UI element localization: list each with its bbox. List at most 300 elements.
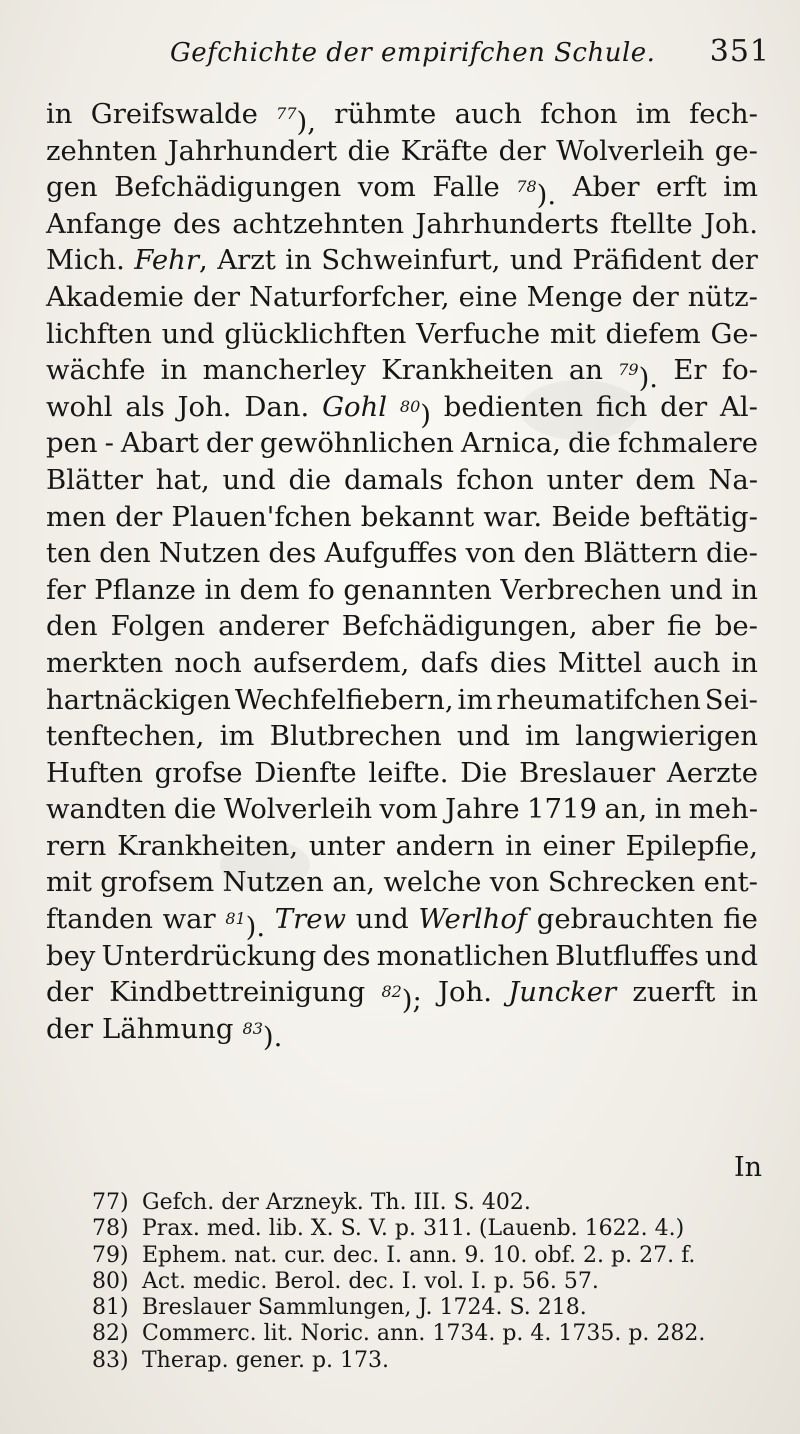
word bbox=[527, 791, 597, 828]
text-line bbox=[46, 572, 758, 609]
word bbox=[46, 242, 125, 279]
word bbox=[606, 316, 701, 353]
word bbox=[708, 462, 758, 499]
word bbox=[722, 352, 758, 389]
word bbox=[46, 462, 143, 499]
word bbox=[558, 645, 642, 682]
text-run: welche bbox=[383, 866, 482, 899]
word bbox=[555, 938, 699, 975]
word bbox=[640, 499, 758, 536]
word bbox=[322, 389, 387, 426]
footnote-ref: 79 bbox=[618, 360, 639, 380]
text-run: ge- bbox=[714, 134, 758, 167]
text-run: des bbox=[322, 939, 371, 972]
word bbox=[321, 242, 500, 279]
word bbox=[537, 901, 714, 938]
text-run: ten bbox=[46, 537, 92, 570]
word bbox=[242, 1011, 283, 1053]
text-line bbox=[46, 499, 758, 536]
word bbox=[218, 608, 329, 645]
text-run: leifte. bbox=[368, 756, 449, 789]
text-run: in bbox=[731, 573, 758, 606]
text-run: erft bbox=[655, 171, 707, 204]
text-run: bey bbox=[46, 939, 96, 972]
text-run: dies bbox=[489, 646, 547, 679]
text-run: , bbox=[199, 244, 208, 277]
footnote-text: Gefch. der Arzneyk. Th. III. S. 402. bbox=[142, 1190, 531, 1215]
text-run: ). bbox=[638, 362, 659, 395]
text-run: be- bbox=[714, 610, 758, 643]
word bbox=[174, 791, 217, 828]
text-run: beftätig- bbox=[639, 500, 758, 533]
text-run: Unterdrückung bbox=[101, 939, 317, 972]
footnote-number: 80) bbox=[92, 1268, 129, 1294]
word bbox=[358, 169, 416, 206]
word bbox=[249, 279, 450, 316]
text-run: war bbox=[162, 903, 216, 936]
word bbox=[568, 425, 611, 462]
text-line bbox=[46, 901, 758, 944]
footnote bbox=[92, 1348, 772, 1374]
footnote bbox=[92, 1269, 772, 1295]
text-line bbox=[46, 169, 758, 212]
word bbox=[105, 425, 114, 462]
text-line bbox=[46, 535, 758, 572]
text-run: in bbox=[731, 976, 758, 1009]
running-title: Gefchichte der empirifchen Schule. bbox=[170, 38, 656, 68]
text-run: Joh. bbox=[703, 207, 758, 240]
word bbox=[125, 389, 164, 426]
text-run: ). bbox=[262, 1020, 283, 1053]
text-run: Arnica, bbox=[461, 427, 562, 460]
word bbox=[632, 974, 715, 1011]
text-run: Blutbrechen bbox=[269, 720, 442, 753]
word bbox=[155, 755, 243, 792]
text-run: Befchädigungen bbox=[114, 171, 342, 204]
footnote-ref: 80 bbox=[399, 396, 421, 416]
text-run: rühmte bbox=[334, 98, 437, 130]
footnote-text: Breslauer Sammlungen, J. 1724. S. 218. bbox=[142, 1295, 587, 1321]
text-run: Er bbox=[673, 354, 707, 387]
text-run: Mich. bbox=[46, 244, 125, 277]
word bbox=[380, 791, 438, 828]
text-run: andern bbox=[395, 829, 495, 862]
word bbox=[635, 462, 695, 499]
word bbox=[458, 682, 493, 719]
word bbox=[483, 499, 542, 536]
word bbox=[217, 242, 276, 279]
text-run: Kräfte bbox=[400, 134, 489, 167]
text-run: fchon bbox=[540, 98, 618, 130]
word bbox=[46, 133, 157, 170]
word bbox=[461, 425, 561, 462]
text-run: bedienten bbox=[443, 390, 584, 423]
text-run: Nutzen bbox=[158, 537, 261, 570]
word bbox=[455, 96, 522, 133]
text-run: die bbox=[568, 427, 611, 460]
text-run: gen bbox=[46, 171, 98, 204]
text-run: die bbox=[288, 463, 332, 496]
text-run: Plauen'fchen bbox=[171, 500, 352, 533]
word bbox=[46, 279, 184, 316]
footnote-ref: 82 bbox=[381, 982, 402, 1002]
word bbox=[711, 242, 758, 279]
text-line bbox=[46, 682, 758, 719]
word bbox=[361, 499, 474, 536]
word bbox=[224, 316, 406, 353]
word bbox=[715, 608, 758, 645]
word bbox=[519, 755, 655, 792]
text-run: aber bbox=[590, 610, 655, 643]
word bbox=[134, 242, 207, 279]
text-run: einer bbox=[542, 829, 615, 862]
word bbox=[46, 755, 143, 792]
text-run: Wolverleih bbox=[556, 134, 705, 167]
text-run: auch bbox=[653, 646, 721, 679]
text-run: fo bbox=[308, 573, 335, 606]
word bbox=[193, 279, 240, 316]
word bbox=[254, 755, 356, 792]
text-run: Beide bbox=[551, 500, 631, 533]
word bbox=[46, 572, 86, 609]
text-run: eine bbox=[458, 280, 518, 313]
word bbox=[508, 974, 616, 1011]
text-run: Wolverleih bbox=[223, 793, 373, 826]
word bbox=[46, 425, 98, 462]
word bbox=[46, 316, 152, 353]
word bbox=[705, 938, 758, 975]
footnote-number: 79) bbox=[92, 1242, 129, 1268]
word bbox=[46, 645, 163, 682]
footnote bbox=[92, 1216, 772, 1242]
text-run: vom bbox=[379, 793, 438, 826]
word bbox=[540, 96, 618, 133]
text-run: fie bbox=[667, 610, 702, 643]
word bbox=[334, 96, 436, 133]
word bbox=[240, 572, 300, 609]
word bbox=[162, 316, 215, 353]
italic-name: Fehr bbox=[134, 244, 200, 277]
word bbox=[459, 279, 518, 316]
word bbox=[723, 901, 758, 938]
text-run: vom bbox=[357, 171, 416, 204]
text-run: anderer bbox=[218, 610, 329, 643]
footnote-number: 78) bbox=[92, 1216, 129, 1242]
text-run: war. bbox=[483, 500, 543, 533]
word bbox=[723, 169, 758, 206]
text-run: den bbox=[99, 537, 151, 570]
footnote-ref: 78 bbox=[516, 177, 537, 197]
word bbox=[109, 974, 365, 1011]
text-line bbox=[46, 755, 758, 792]
word bbox=[275, 901, 346, 938]
text-run: an bbox=[568, 354, 603, 387]
text-line bbox=[46, 206, 758, 243]
word bbox=[46, 206, 162, 243]
word bbox=[204, 572, 231, 609]
text-run: gewöhnlichen bbox=[259, 427, 455, 460]
text-run: mit bbox=[46, 866, 92, 899]
text-run: Blätter bbox=[46, 463, 143, 496]
word bbox=[499, 133, 546, 170]
text-run: Kindbettreinigung bbox=[109, 976, 366, 1009]
word bbox=[550, 316, 596, 353]
text-run: Menge bbox=[526, 280, 623, 313]
word bbox=[456, 462, 534, 499]
text-run: nütz- bbox=[687, 280, 758, 313]
word bbox=[660, 389, 707, 426]
footnote-text: Act. medic. Berol. dec. I. vol. I. p. 56. 57. bbox=[142, 1268, 599, 1294]
text-run: der bbox=[205, 427, 253, 460]
text-run: in bbox=[285, 244, 312, 277]
word bbox=[46, 718, 204, 755]
word bbox=[46, 864, 92, 901]
text-run: Sei- bbox=[704, 683, 758, 716]
word bbox=[420, 645, 478, 682]
word bbox=[117, 828, 298, 865]
text-run: dem bbox=[635, 463, 696, 496]
text-run: - bbox=[104, 427, 114, 460]
word bbox=[244, 389, 309, 426]
text-run: Befchädigungen, bbox=[341, 610, 578, 643]
word bbox=[444, 389, 583, 426]
text-line bbox=[46, 718, 758, 755]
word bbox=[163, 901, 216, 938]
word bbox=[111, 608, 206, 645]
word bbox=[527, 279, 623, 316]
footnote-ref: 83 bbox=[242, 1018, 263, 1038]
footnote-number: 82) bbox=[92, 1321, 129, 1347]
word bbox=[225, 901, 266, 944]
footnote bbox=[92, 1243, 772, 1269]
word bbox=[260, 425, 454, 462]
word bbox=[285, 242, 312, 279]
word bbox=[460, 755, 507, 792]
word bbox=[46, 389, 113, 426]
text-run: Huften bbox=[46, 756, 143, 789]
word bbox=[171, 499, 351, 536]
word bbox=[324, 535, 457, 572]
word bbox=[308, 572, 335, 609]
text-run: Na- bbox=[708, 463, 758, 496]
text-run: Blutfluffes bbox=[555, 939, 699, 972]
word bbox=[542, 828, 614, 865]
word bbox=[656, 169, 707, 206]
word bbox=[356, 901, 409, 938]
text-run: fie bbox=[723, 903, 758, 936]
footnote-number: 77) bbox=[92, 1190, 129, 1215]
page-number: 351 bbox=[709, 34, 770, 69]
footnote-number: 81) bbox=[92, 1295, 129, 1321]
text-run: und bbox=[509, 244, 563, 277]
word bbox=[618, 352, 659, 395]
word bbox=[715, 133, 758, 170]
text-run: an, bbox=[604, 793, 648, 826]
footnotes bbox=[92, 1190, 772, 1374]
word bbox=[399, 389, 431, 431]
text-run: Verfuche bbox=[416, 317, 541, 350]
text-run: im bbox=[219, 720, 255, 753]
text-run: mit bbox=[549, 317, 596, 350]
word bbox=[655, 791, 682, 828]
text-run: als bbox=[125, 390, 165, 423]
text-run: in bbox=[46, 98, 73, 130]
word bbox=[418, 901, 527, 938]
word bbox=[46, 682, 231, 719]
word bbox=[342, 608, 578, 645]
footnote bbox=[92, 1295, 772, 1321]
text-run: achtzehnten bbox=[232, 207, 405, 240]
text-run: fech- bbox=[689, 98, 758, 130]
word bbox=[710, 316, 758, 353]
text-run: und bbox=[222, 463, 276, 496]
text-run: der bbox=[115, 500, 163, 533]
word bbox=[270, 718, 442, 755]
text-run: Al- bbox=[719, 390, 758, 423]
text-run: ftanden bbox=[46, 903, 153, 936]
text-run: Ge- bbox=[710, 317, 758, 350]
word bbox=[115, 499, 162, 536]
text-line bbox=[46, 791, 758, 828]
text-run: der bbox=[46, 976, 94, 1009]
word bbox=[46, 96, 73, 133]
word bbox=[704, 864, 758, 901]
word bbox=[332, 864, 375, 901]
text-run: gebrauchten bbox=[536, 903, 714, 936]
text-run: lichften bbox=[46, 317, 152, 350]
page-header bbox=[130, 30, 770, 78]
text-run: langwierigen bbox=[575, 720, 758, 753]
word bbox=[625, 828, 758, 865]
text-run: Abart bbox=[120, 427, 199, 460]
word bbox=[610, 206, 692, 243]
word bbox=[731, 572, 758, 609]
word bbox=[547, 462, 623, 499]
text-run: damals bbox=[343, 463, 444, 496]
word bbox=[569, 352, 603, 389]
word bbox=[161, 352, 188, 389]
text-line bbox=[46, 828, 758, 865]
text-run: ). bbox=[536, 179, 557, 212]
footnote-text: Ephem. nat. cur. dec. I. ann. 9. 10. obf. 2. p. 27. f. bbox=[142, 1242, 696, 1268]
text-run: im bbox=[635, 98, 671, 130]
text-run: in bbox=[654, 793, 682, 826]
text-run: hartnäckigen bbox=[46, 683, 231, 716]
word bbox=[203, 352, 366, 389]
word bbox=[466, 535, 516, 572]
text-run: Aerzte bbox=[666, 756, 758, 789]
text-run: Jahrhunderts bbox=[415, 207, 599, 240]
text-line bbox=[46, 645, 758, 682]
text-run: fer bbox=[46, 573, 86, 606]
text-run: 1719 bbox=[527, 793, 598, 826]
text-line bbox=[46, 96, 758, 138]
text-run: fchmalere bbox=[617, 427, 758, 460]
word bbox=[496, 682, 700, 719]
text-run: im bbox=[457, 683, 493, 716]
word bbox=[114, 169, 341, 206]
text-line bbox=[46, 133, 758, 170]
word bbox=[572, 242, 701, 279]
word bbox=[220, 718, 255, 755]
footnote-ref: 77 bbox=[276, 104, 297, 123]
word bbox=[556, 133, 704, 170]
text-run: tenftechen, bbox=[46, 720, 205, 753]
text-run: und bbox=[355, 903, 409, 936]
word bbox=[377, 938, 549, 975]
text-run: wandten bbox=[46, 793, 167, 826]
text-run: Naturforfcher, bbox=[248, 280, 450, 313]
text-run: fo- bbox=[721, 354, 758, 387]
text-run: zehnten bbox=[46, 134, 158, 167]
word bbox=[383, 864, 481, 901]
word bbox=[673, 352, 706, 389]
text-run: ), bbox=[296, 106, 317, 138]
text-run: Breslauer bbox=[519, 756, 656, 789]
text-run: auch bbox=[454, 98, 522, 130]
word bbox=[46, 791, 166, 828]
word bbox=[276, 96, 317, 138]
text-run: Präfident bbox=[572, 244, 702, 277]
text-run: Krankheiten, bbox=[117, 829, 299, 862]
text-run: rern bbox=[46, 829, 107, 862]
footnote bbox=[92, 1321, 772, 1347]
footnote-text: Prax. med. lib. X. S. V. p. 311. (Lauenb. 1622. 4.) bbox=[142, 1216, 685, 1242]
word bbox=[705, 682, 758, 719]
footnote-text: Therap. gener. p. 173. bbox=[142, 1347, 389, 1373]
text-line bbox=[46, 462, 758, 499]
word bbox=[632, 279, 679, 316]
word bbox=[46, 535, 91, 572]
word bbox=[401, 133, 489, 170]
text-run: merkten bbox=[46, 646, 164, 679]
word bbox=[505, 828, 532, 865]
text-run: diefem bbox=[605, 317, 701, 350]
word bbox=[46, 499, 106, 536]
text-run: dem bbox=[239, 573, 300, 606]
word bbox=[288, 462, 331, 499]
text-run: zuerft bbox=[632, 976, 716, 1009]
word bbox=[381, 352, 553, 389]
word bbox=[653, 645, 720, 682]
word bbox=[591, 608, 654, 645]
word bbox=[689, 791, 758, 828]
word bbox=[46, 1011, 93, 1048]
word bbox=[223, 462, 276, 499]
text-run: fich bbox=[595, 390, 648, 423]
text-run: glücklichften bbox=[224, 317, 407, 350]
word bbox=[596, 389, 647, 426]
text-line bbox=[46, 242, 758, 279]
text-run: Dienfte bbox=[254, 756, 357, 789]
word bbox=[720, 389, 758, 426]
text-run: Verbrechen bbox=[500, 573, 662, 606]
text-run: unter bbox=[308, 829, 385, 862]
word bbox=[121, 425, 199, 462]
text-run: in bbox=[160, 354, 188, 387]
italic-name: Gohl bbox=[322, 390, 388, 423]
text-run: im bbox=[723, 171, 758, 204]
word bbox=[206, 425, 253, 462]
text-run: und bbox=[161, 317, 215, 350]
text-run: pen bbox=[46, 427, 98, 460]
word bbox=[667, 755, 758, 792]
text-run: Aufguffes bbox=[324, 537, 458, 570]
word bbox=[174, 645, 241, 682]
word bbox=[46, 938, 95, 975]
text-run: Aber bbox=[572, 171, 640, 204]
text-line bbox=[46, 352, 758, 395]
